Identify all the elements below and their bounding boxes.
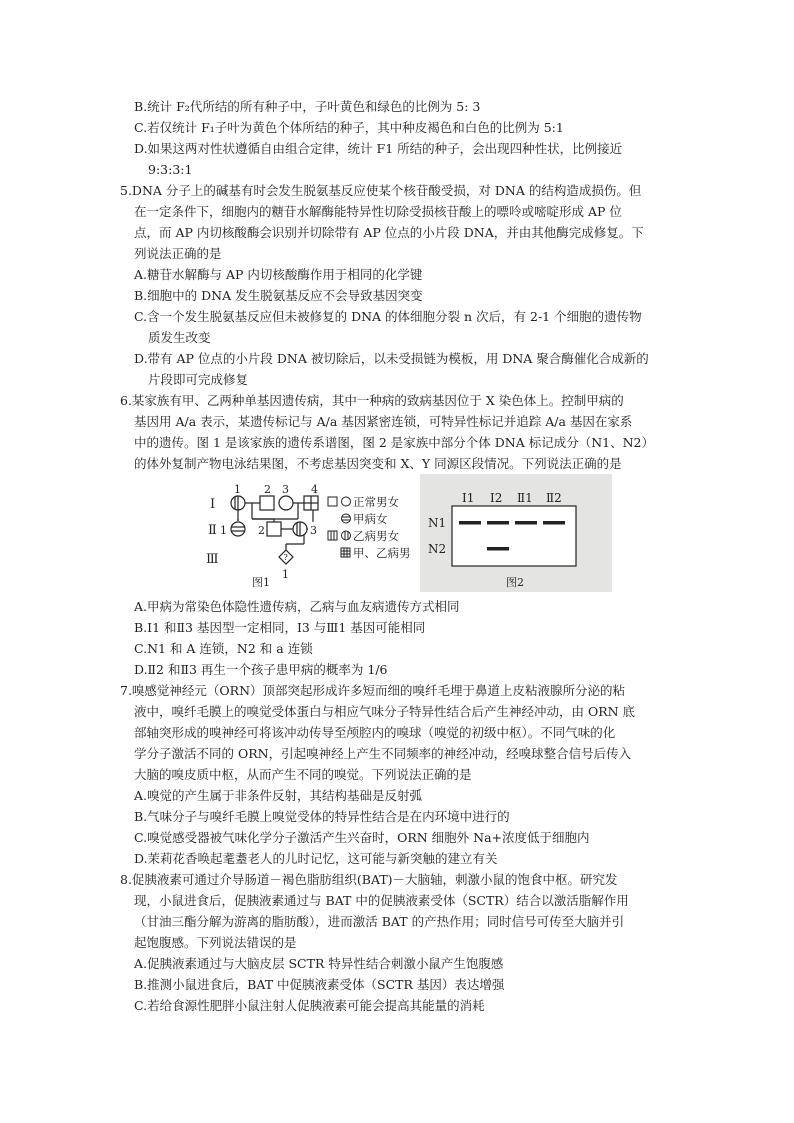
num-i1: 1 — [234, 483, 241, 496]
gel-lane-label-3: Ⅱ1 — [517, 491, 533, 505]
line-q7-d: D.茉莉花香唤起耄耋老人的儿时记忆，这可能与新突触的建立有关 — [134, 851, 498, 866]
line-q5-d-cont: 片段即可完成修复 — [148, 372, 249, 387]
line-q8-b: B.推测小鼠进食后，BAT 中促胰液素受体（SCTR 基因）表达增强 — [134, 977, 505, 992]
figure-svg — [200, 474, 612, 592]
gen-label-iii: Ⅲ — [206, 552, 219, 567]
num-ii2: 2 — [258, 524, 265, 537]
legend-jia-female-icon — [342, 514, 351, 523]
num-i3: 3 — [282, 483, 289, 496]
line-q4-d-cont: 9:3:3:1 — [148, 162, 193, 177]
line-q5-b: B.细胞中的 DNA 发生脱氨基反应不会导致基因突变 — [134, 288, 423, 303]
gel-row-label-n2: N2 — [428, 542, 447, 556]
line-q7-stem-5: 大脑的嗅皮质中枢，从而产生不同的嗅觉。下列说法正确的是 — [134, 767, 472, 782]
line-q8-stem-3: （甘油三酯分解为游离的脂肪酸），进而激活 BAT 的产热作用；同时信号可传至大脑并引 — [134, 914, 625, 929]
line-q4-b: B.统计 F₂代所结的所有种子中，子叶黄色和绿色的比例为 5: 3 — [134, 99, 481, 114]
num-iii1: 1 — [282, 568, 289, 581]
line-q8-stem-2: 现，小鼠进食后，促胰液素通过与 BAT 中的促胰液素受体（SCTR）结合以激活脂解作用 — [134, 893, 629, 908]
gel-band-n2-lane-2 — [487, 547, 509, 551]
figure2-caption: 图2 — [506, 576, 524, 589]
line-q5-c: C.含一个发生脱氨基反应但未被修复的 DNA 的体细胞分裂 n 次后，有 2-1 个细胞的遗传物 — [134, 309, 642, 324]
line-q5-stem-2: 在一定条件下，细胞内的糖苷水解酶能特异性切除受损核苷酸上的嘌呤或嘧啶形成 AP 位 — [134, 204, 622, 219]
line-q6-stem-2: 基因用 A/a 表示，某遗传标记与 A/a 基因紧密连锁，可特异性标记并追踪 A/a 基因在家系 — [134, 414, 633, 429]
legend-jiayi-male-icon — [341, 548, 350, 557]
line-q6-stem-3: 中的遗传。图 1 是该家族的遗传系谱图，图 2 是家族中部分个体 DNA 标记成分（N1、N2） — [134, 435, 655, 450]
legend-yi-label: 乙病男女 — [353, 529, 399, 543]
legend-jiayi-male-label: 甲、乙病男 — [353, 546, 411, 560]
svg-text:?: ? — [283, 553, 288, 562]
line-q7-b: B.气味分子与嗅纤毛膜上嗅觉受体的特异性结合是在内环境中进行的 — [134, 809, 510, 824]
pedigree-ii1 — [231, 522, 245, 536]
gel-lane-label-1: Ⅰ1 — [462, 491, 475, 505]
line-q7-stem-3: 部轴突形成的嗅神经可将该冲动传导至颅腔内的嗅球（嗅觉的初级中枢）。不同气味的化 — [134, 725, 616, 740]
line-q4-c: C.若仅统计 F₁子叶为黄色个体所结的种子，其中种皮褐色和白色的比例为 5:1 — [134, 120, 564, 135]
pedigree-chart — [231, 496, 318, 564]
line-q5-d: D.带有 AP 位点的小片段 DNA 被切除后，以未受损链为模板，用 DNA 聚合酶催化合成新的 — [134, 351, 649, 366]
line-q5-c-cont: 质发生改变 — [148, 330, 211, 345]
legend-jia-female-label: 甲病女 — [353, 512, 388, 526]
line-q6-a: A.甲病为常染色体隐性遗传病，乙病与血友病遗传方式相同 — [134, 599, 460, 614]
legend-yi-female-icon — [342, 531, 351, 540]
line-q6-b: B.Ⅰ1 和Ⅱ3 基因型一定相同，Ⅰ3 与Ⅲ1 基因可能相同 — [134, 620, 426, 635]
pedigree-i3 — [279, 496, 293, 510]
pedigree-and-gel-figure — [200, 474, 612, 592]
line-q7-stem-2: 液中，嗅纤毛膜上的嗅觉受体蛋白与相应气味分子特异性结合后产生神经冲动，由 ORN 底 — [134, 704, 636, 719]
line-q8-a: A.促胰液素通过与大脑皮层 SCTR 特异性结合刺激小鼠产生饱腹感 — [134, 956, 504, 971]
num-ii3: 3 — [310, 524, 317, 537]
line-q6-stem-4: 的体外复制产物电泳结果图，不考虑基因突变和 X、Y 同源区段情况。下列说法正确的是 — [134, 456, 622, 471]
line-q5-stem-4: 列说法正确的是 — [134, 246, 222, 261]
line-q6-c: C.N1 和 A 连锁，N2 和 a 连锁 — [134, 641, 313, 656]
line-q8-c: C.若给食源性肥胖小鼠注射人促胰液素可能会提高其能量的消耗 — [134, 998, 485, 1013]
line-q7-stem-1: 7.嗅感觉神经元（ORN）顶部突起形成许多短而细的嗅纤毛埋于鼻道上皮粘液腺所分泌的粘 — [120, 683, 626, 698]
line-q4-d: D.如果这两对性状遵循自由组合定律，统计 F1 所结的种子，会出现四种性状，比例接近 — [134, 141, 623, 156]
gel-lane-label-4: Ⅱ2 — [546, 491, 562, 505]
line-q8-stem-4: 起饱腹感。下列说法错误的是 — [134, 935, 297, 950]
gel-band-n1-lane-3 — [515, 521, 537, 525]
line-q7-a: A.嗅觉的产生属于非条件反射，其结构基础是反射弧 — [134, 788, 423, 803]
pedigree-ii2 — [267, 522, 281, 536]
gen-label-i: Ⅰ — [210, 497, 216, 512]
line-q8-stem-1: 8.促胰液素可通过介导肠道－褐色脂肪组织(BAT)－大脑轴，刺激小鼠的饱食中枢。研究发 — [120, 872, 618, 887]
legend-yi-male-icon — [328, 531, 337, 540]
num-i4: 4 — [311, 483, 318, 496]
gel-band-n1-lane-2 — [487, 521, 509, 525]
pedigree-legend — [328, 497, 351, 557]
line-q5-stem-3: 点，而 AP 内切核酸酶会识别并切除带有 AP 位点的小片段 DNA，并由其他酶完成修复。下 — [134, 225, 644, 240]
legend-normal-female-icon — [342, 497, 351, 506]
gel-band-n1-lane-4 — [543, 521, 565, 525]
num-i2: 2 — [264, 483, 271, 496]
line-q6-d: D.Ⅱ2 和Ⅱ3 再生一个孩子患甲病的概率为 1/6 — [134, 662, 388, 677]
gel-box — [452, 506, 576, 566]
num-ii1: 1 — [220, 524, 227, 537]
line-q7-stem-4: 学分子激活不同的 ORN，引起嗅神经上产生不同频率的神经冲动，经嗅球整合信号后传入 — [134, 746, 632, 761]
gel-lane-label-2: Ⅰ2 — [490, 491, 503, 505]
line-q7-c: C.嗅觉感受器被气味化学分子激活产生兴奋时，ORN 细胞外 Na+浓度低于细胞内 — [134, 830, 590, 845]
gel-row-label-n1: N1 — [428, 516, 447, 530]
gen-label-ii: Ⅱ — [208, 523, 217, 538]
figure1-caption: 图1 — [252, 576, 270, 589]
line-q6-stem-1: 6.某家族有甲、乙两种单基因遗传病，其中一种病的致病基因位于 X 染色体上。控制甲病的 — [120, 393, 624, 408]
gel-band-n1-lane-1 — [459, 521, 481, 525]
pedigree-i2 — [260, 496, 274, 510]
legend-normal-label: 正常男女 — [353, 495, 399, 509]
legend-normal-male-icon — [328, 497, 337, 506]
line-q5-a: A.糖苷水解酶与 AP 内切核酸酶作用于相同的化学键 — [134, 267, 423, 282]
line-q5-stem-1: 5.DNA 分子上的碱基有时会发生脱氨基反应使某个核苷酸受损，对 DNA 的结构造成损伤。但 — [120, 183, 642, 198]
